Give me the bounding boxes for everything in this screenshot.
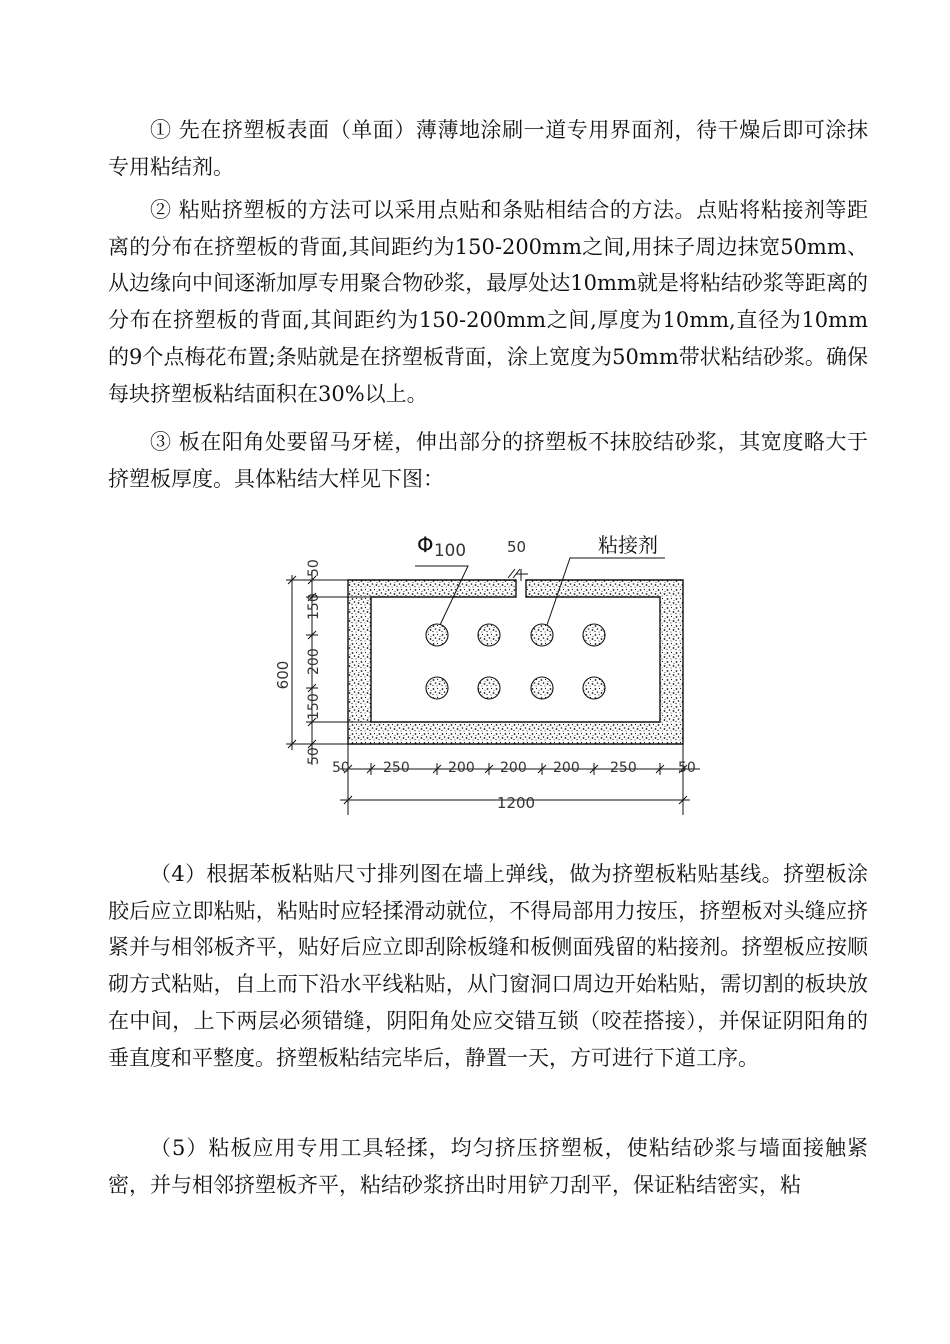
left-dim-50-top: 50	[306, 559, 322, 577]
left-dim-150-top: 150	[306, 593, 322, 620]
gap-dimension-label: 50	[507, 538, 527, 556]
adhesive-layout-figure	[270, 525, 710, 825]
adhesive-dot	[478, 677, 500, 699]
adhesive-dot	[531, 624, 553, 646]
paragraph-1: ① 先在挤塑板表面（单面）薄薄地涂刷一道专用界面剂，待干燥后即可涂抹专用粘结剂。	[108, 118, 868, 179]
paragraph-4: （4）根据苯板粘贴尺寸排列图在墙上弹线，做为挤塑板粘贴基线。挤塑板涂胶后应立即粘贴，粘贴时应轻揉滑动就位，不得局部用力按压，挤塑板对头缝应挤紧并与相邻板齐平，贴好后应立即刮除板缝和板侧面残留的粘接剂。挤塑板应按顺砌方式粘贴，自上而下沿水平线粘贴，从门窗洞口周边开始粘贴，需切割的板块放在中间，上下两层必须错缝，阴阳角处应交错互锁（咬茬搭接），并保证阴阳角的垂直度和平整度。挤塑板粘结完毕后，静置一天，方可进行下道工序。	[108, 862, 868, 1070]
adhesive-dot	[426, 677, 448, 699]
adhesive-dot	[478, 624, 500, 646]
bottom-dim-250-right: 250	[610, 760, 637, 776]
width-total-label: 1200	[496, 794, 536, 812]
left-dim-50-bottom: 50	[306, 747, 322, 765]
bottom-dim-200-c: 200	[553, 760, 580, 776]
paragraph-5: （5）粘板应用专用工具轻揉，均匀挤压挤塑板，使粘结砂浆与墙面接触紧密，并与相邻挤塑板齐平，粘结砂浆挤出时用铲刀刮平，保证粘结密实，粘	[108, 1136, 868, 1197]
adhesive-layout-drawing	[270, 525, 710, 825]
phi-value: 100	[434, 541, 466, 561]
adhesive-dot	[426, 624, 448, 646]
left-dim-200: 200	[306, 648, 322, 675]
phi-symbol: Φ	[417, 533, 434, 557]
adhesive-label: 粘接剂	[598, 533, 658, 557]
adhesive-strip	[348, 580, 683, 744]
adhesive-dot	[583, 624, 605, 646]
bottom-dim-200-b: 200	[500, 760, 527, 776]
paragraph-2: ② 粘贴挤塑板的方法可以采用点贴和条贴相结合的方法。点贴将粘接剂等距离的分布在挤塑板的背面,其间距约为150-200mm之间,用抹子周边抹宽50mm、从边缘向中间逐渐加厚专用聚合物砂浆，最厚处达10mm就是将粘结砂浆等距离的分布在挤塑板的背面,其间距约为150-200mm之间,厚度为10mm,直径为10mm的9个点梅花布置;条贴就是在挤塑板背面，涂上宽度为50mm带状粘结砂浆。确保每块挤塑板粘结面积在30%以上。	[108, 198, 868, 406]
paragraph-3: ③ 板在阳角处要留马牙槎，伸出部分的挤塑板不抹胶结砂浆，其宽度略大于挤塑板厚度。具体粘结大样见下图：	[108, 430, 868, 491]
left-dim-150-bottom: 150	[306, 693, 322, 720]
adhesive-dots	[426, 624, 605, 699]
bottom-dim-200-a: 200	[448, 760, 475, 776]
bottom-dim-50-right: 50	[678, 760, 696, 776]
bottom-dim-250-left: 250	[383, 760, 410, 776]
adhesive-dot	[531, 677, 553, 699]
height-total-label: 600	[274, 660, 292, 690]
adhesive-dot	[583, 677, 605, 699]
bottom-dim-50-left: 50	[332, 760, 350, 776]
